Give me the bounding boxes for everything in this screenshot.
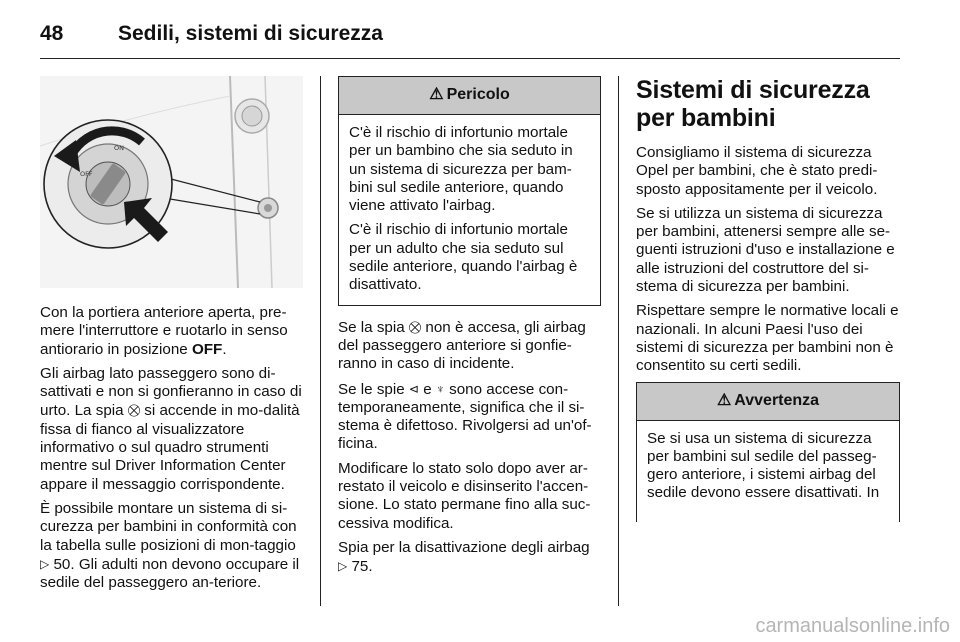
switch-label-off: OFF (80, 170, 93, 178)
warning-triangle-icon: ⚠ (429, 86, 444, 104)
caution-box (636, 382, 900, 522)
page-reference-arrow-icon: ▷ (40, 556, 50, 571)
column-2 (338, 76, 601, 583)
off-position-label: OFF (191, 340, 223, 358)
watermark: carmanualsonline.info (755, 615, 950, 637)
caution-box-header (637, 383, 899, 421)
danger-box (338, 76, 601, 306)
col1-paragraph-1: Con la portiera anteriore aperta, pre-mere l'interruttore e ruotarlo in senso antiorario in posizione OFF. (40, 304, 288, 358)
switch-label-on: ON (114, 144, 124, 152)
col3-paragraph-3: Rispettare sempre le normative locali e nazionali. In alcuni Paesi l'uso dei sistemi di sicurezza per bambini non è consentito su certi sedili. (636, 302, 899, 375)
danger-box-header (339, 77, 600, 115)
warning-triangle-icon: ⚠ (716, 391, 732, 409)
danger-text-2: C'è il rischio di infortunio mortale per un adulto che sia seduto sul sedile anteriore, quando l'airbag è disattivato. (349, 221, 578, 294)
col2-paragraph-2: Se le spie ⊲ e ♆ sono accese con-temporaneamente, significa che il si-stema è difettoso. Rivolgersi ad un'of-ficina. (338, 380, 592, 453)
caution-text-1: Se si usa un sistema di sicurezza per bambini sul sedile del passeg-gero anteriore, i sistemi airbag del sedile devono essere disattivati. In (647, 429, 880, 502)
section-title: Sedili, sistemi di sicurezza (118, 22, 383, 45)
page-reference-arrow-icon: ▷ (338, 559, 348, 574)
col2-paragraph-1: Se la spia ⛒ non è accesa, gli airbag del passeggero anteriore si gonfie-ranno in caso di incidente. (338, 318, 586, 373)
caution-box-title: Avvertenza (734, 391, 820, 409)
page-reference: 75 (351, 558, 369, 576)
child-restraint-heading: Sistemi di sicurezza per bambini (636, 76, 870, 132)
airbag-on-icon: ♆ (435, 381, 445, 396)
seatbelt-warning-icon: ⊲ (408, 381, 419, 396)
airbag-off-icon: ⛒ (127, 403, 141, 418)
page-header (40, 14, 383, 54)
column-1 (40, 76, 303, 598)
column-3 (636, 76, 900, 534)
danger-text-1: C'è il rischio di infortunio mortale per un bambino che sia seduto in un sistema di sicurezza per bam-bini sul sedile anteriore, quando viene attivato l'airbag. (349, 124, 573, 215)
column-divider-1 (320, 76, 321, 606)
header-divider (40, 58, 900, 59)
column-divider-2 (618, 76, 619, 606)
col2-paragraph-3: Modificare lo stato solo dopo aver ar-restato il veicolo e disinserito l'accen-sione. Lo stato permane fino alla suc-cessiva modifica. (338, 459, 591, 532)
col3-paragraph-2: Se si utilizza un sistema di sicurezza per bambini, attenersi sempre alle se-guenti istruzioni d'uso e installazione e alle istruzioni del costruttore del si-stema di sicurezza per bambini. (636, 204, 895, 296)
danger-box-title: Pericolo (446, 86, 510, 104)
page-reference: 50 (53, 555, 71, 573)
airbag-off-icon: ⛒ (408, 319, 422, 334)
col3-paragraph-1: Consigliamo il sistema di sicurezza Opel per bambini, che è stato predi-sposto appositamente per il veicolo. (636, 144, 878, 198)
page-number: 48 (40, 22, 64, 45)
col2-paragraph-4: Spia per la disattivazione degli airbag ▷ 75. (338, 538, 590, 576)
col1-paragraph-3: È possibile montare un sistema di si-curezza per bambini in conformità con la tabella sulle posizioni di mon-taggio ▷ 50. Gli adulti non devono occupare il sedile del passeggero an-teriore. (40, 499, 300, 592)
airbag-switch-illustration (40, 76, 303, 288)
col1-paragraph-2: Gli airbag lato passeggero sono di-sattivati e non si gonfieranno in caso di urto. La spia ⛒ si accende in mo-dalità fissa di fianco al visualizzatore informativo o sul quadro strumenti mentre sul Driver Information Center appare il messaggio corrispondente. (40, 364, 302, 493)
